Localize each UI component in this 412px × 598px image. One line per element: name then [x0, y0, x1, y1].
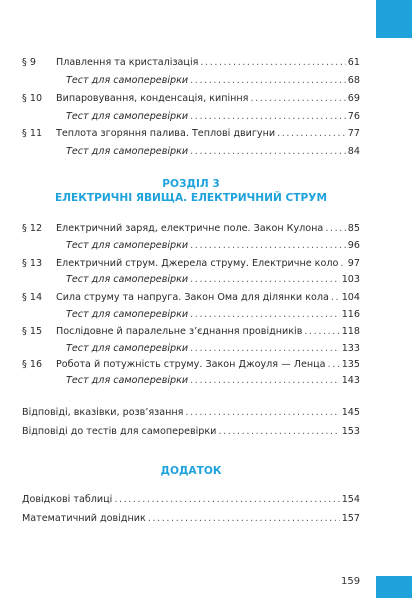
toc-subentry-16[interactable]	[22, 374, 360, 388]
page-ref: 143	[341, 375, 360, 386]
chapter-heading-title: ЕЛЕКТРИЧНІ ЯВИЩА. ЕЛЕКТРИЧНИЙ СТРУМ	[54, 192, 327, 204]
toc-line	[56, 325, 360, 339]
leader-dots	[200, 56, 345, 70]
section-number: § 14	[22, 292, 43, 303]
page-ref: 154	[341, 494, 360, 505]
toc-line	[66, 110, 360, 124]
leader-dots	[277, 127, 346, 141]
corner-tab-bottom	[376, 576, 412, 598]
toc-line	[66, 74, 360, 88]
page-ref: 84	[347, 146, 360, 157]
section-title: Випаровування, конденсація, кипіння	[56, 93, 249, 104]
section-number: § 12	[22, 223, 43, 234]
leader-dots	[190, 110, 346, 124]
toc-entry-reference-tables[interactable]	[22, 493, 360, 507]
test-title: Тест для самоперевірки	[66, 309, 189, 320]
section-title: Теплота згоряння палива. Теплові двигуни	[56, 128, 276, 139]
toc-line	[66, 239, 360, 253]
section-number: § 15	[22, 326, 43, 337]
entry-title: Математичний довідник	[22, 513, 146, 524]
section-title: Сила струму та напруга. Закон Ома для ділянки кола	[56, 292, 329, 303]
page-ref: 76	[347, 111, 360, 122]
toc-entry-13[interactable]	[22, 257, 360, 271]
toc-entry-9[interactable]	[22, 56, 360, 70]
toc-subentry-14[interactable]	[22, 308, 360, 322]
corner-tab-top	[376, 0, 412, 38]
page-ref: 157	[341, 513, 360, 524]
page-ref: 104	[341, 292, 360, 303]
toc-line	[56, 291, 360, 305]
toc-subentry-12[interactable]	[22, 239, 360, 253]
section-number: § 13	[22, 258, 43, 269]
leader-dots	[218, 425, 339, 439]
page-ref: 135	[341, 359, 360, 370]
leader-dots	[304, 325, 339, 339]
toc-line	[56, 92, 360, 106]
toc-line	[22, 406, 360, 420]
toc-entry-16[interactable]	[22, 358, 360, 372]
page-ref: 61	[347, 57, 360, 68]
toc-subentry-15[interactable]	[22, 342, 360, 356]
page-ref: 68	[347, 75, 360, 86]
leader-dots	[325, 222, 345, 236]
toc-line	[66, 308, 360, 322]
leader-dots	[190, 308, 340, 322]
toc-entry-14[interactable]	[22, 291, 360, 305]
page-ref: 133	[341, 343, 360, 354]
leader-dots	[340, 257, 345, 271]
leader-dots	[190, 342, 340, 356]
leader-dots	[250, 92, 345, 106]
leader-dots	[114, 493, 339, 507]
toc-line	[22, 493, 360, 507]
toc-line	[56, 127, 360, 141]
test-title: Тест для самоперевірки	[66, 240, 189, 251]
section-number: § 11	[22, 128, 43, 139]
leader-dots	[331, 291, 340, 305]
toc-subentry-10[interactable]	[22, 110, 360, 124]
page-ref: 103	[341, 274, 360, 285]
test-title: Тест для самоперевірки	[66, 75, 189, 86]
page-ref: 153	[341, 426, 360, 437]
page-ref: 96	[347, 240, 360, 251]
section-title: Електричний заряд, електричне поле. Закон Кулона	[56, 223, 324, 234]
leader-dots	[190, 273, 340, 287]
toc-line	[56, 358, 360, 372]
section-title: Плавлення та кристалізація	[56, 57, 199, 68]
page-ref: 85	[347, 223, 360, 234]
toc-entry-answers[interactable]	[22, 406, 360, 420]
toc-subentry-9[interactable]	[22, 74, 360, 88]
page-ref: 97	[347, 258, 360, 269]
leader-dots	[190, 74, 346, 88]
toc-subentry-11[interactable]	[22, 145, 360, 159]
toc-entry-test-answers[interactable]	[22, 425, 360, 439]
page-ref: 116	[341, 309, 360, 320]
toc-entry-15[interactable]	[22, 325, 360, 339]
toc-line	[66, 342, 360, 356]
toc-line	[22, 512, 360, 526]
toc-line	[56, 222, 360, 236]
section-number: § 9	[22, 57, 36, 68]
entry-title: Відповіді до тестів для самоперевірки	[22, 426, 217, 437]
toc-entry-12[interactable]	[22, 222, 360, 236]
section-title: Електричний струм. Джерела струму. Електричне коло	[56, 258, 339, 269]
toc-line	[66, 374, 360, 388]
leader-dots	[190, 145, 346, 159]
page-ref: 69	[347, 93, 360, 104]
leader-dots	[190, 239, 346, 253]
page-ref: 77	[347, 128, 360, 139]
test-title: Тест для самоперевірки	[66, 343, 189, 354]
section-title: Послідовне й паралельне з’єднання провідників	[56, 326, 303, 337]
test-title: Тест для самоперевірки	[66, 146, 189, 157]
page-number: 159	[341, 576, 361, 587]
toc-entry-10[interactable]	[22, 92, 360, 106]
page-ref: 118	[341, 326, 360, 337]
toc-line	[66, 273, 360, 287]
appendix-heading: ДОДАТОК	[160, 465, 222, 477]
toc-subentry-13[interactable]	[22, 273, 360, 287]
toc-line	[66, 145, 360, 159]
toc-entry-11[interactable]	[22, 127, 360, 141]
entry-title: Відповіді, вказівки, розв’язання	[22, 407, 184, 418]
test-title: Тест для самоперевірки	[66, 111, 189, 122]
leader-dots	[328, 358, 340, 372]
toc-line	[56, 56, 360, 70]
toc-entry-math-reference[interactable]	[22, 512, 360, 526]
toc-line	[22, 425, 360, 439]
test-title: Тест для самоперевірки	[66, 375, 189, 386]
chapter-heading-number: РОЗДІЛ 3	[162, 178, 220, 190]
section-number: § 16	[22, 359, 43, 370]
entry-title: Довідкові таблиці	[22, 494, 113, 505]
toc-line	[56, 257, 360, 271]
leader-dots	[190, 374, 340, 388]
leader-dots	[148, 512, 340, 526]
leader-dots	[185, 406, 339, 420]
section-title: Робота й потужність струму. Закон Джоуля — Ленца	[56, 359, 326, 370]
test-title: Тест для самоперевірки	[66, 274, 189, 285]
section-number: § 10	[22, 93, 43, 104]
page-ref: 145	[341, 407, 360, 418]
